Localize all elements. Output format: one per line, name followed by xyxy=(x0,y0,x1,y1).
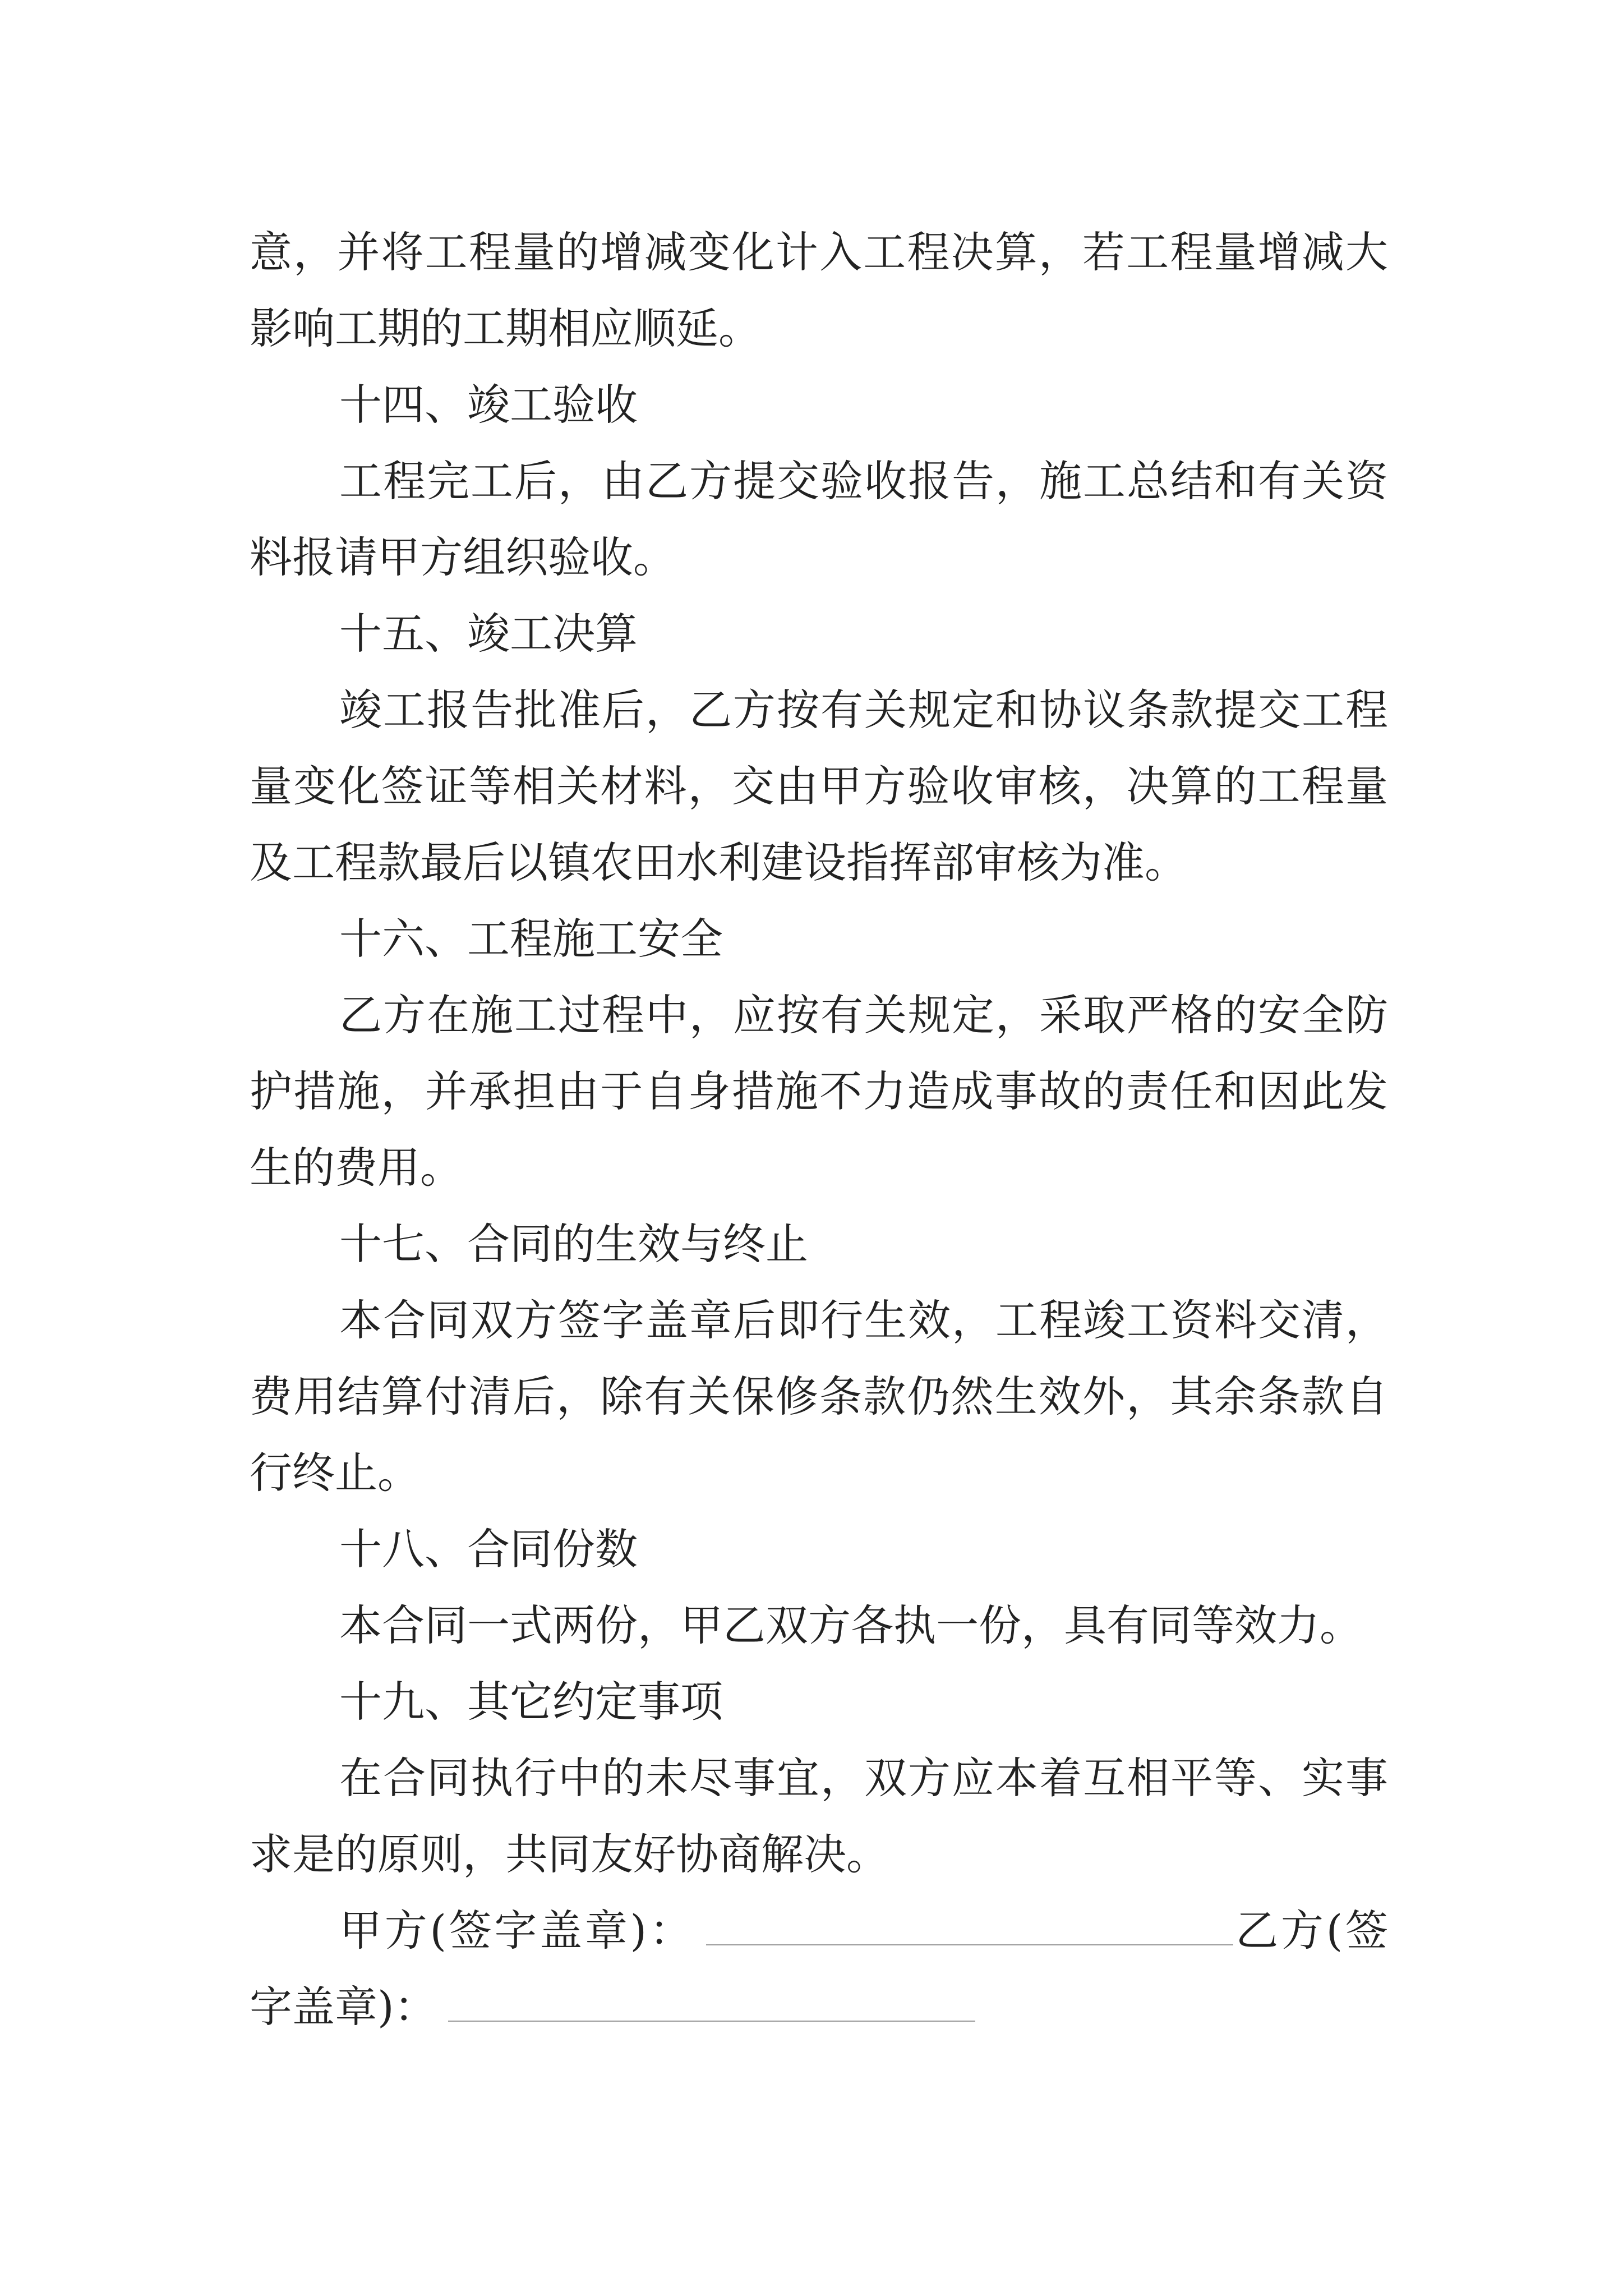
paragraph-continuation: 意，并将工程量的增减变化计入工程决算，若工程量增减大影响工期的工期相应顺延。 xyxy=(250,227,1388,353)
party-b-signature-line[interactable] xyxy=(448,1987,975,2022)
paragraph-settlement: 竣工报告批准后，乙方按有关规定和协议条款提交工程量变化签证等相关材料，交由甲方验收审核，决算的工程量及工程款最后以镇农田水利建设指挥部审核为准。 xyxy=(250,685,1388,887)
signature-block xyxy=(250,1893,1388,2045)
section-heading-15: 十五、竣工决算 xyxy=(339,609,638,659)
section-heading-14: 十四、竣工验收 xyxy=(339,380,638,430)
paragraph-effect-termination: 本合同双方签字盖章后即行生效，工程竣工资料交清，费用结算付清后，除有关保修条款仍然生效外，其余条款自行终止。 xyxy=(250,1295,1388,1498)
section-heading-16: 十六、工程施工安全 xyxy=(339,914,723,964)
section-heading-18: 十八、合同份数 xyxy=(339,1524,638,1574)
section-heading-19: 十九、其它约定事项 xyxy=(339,1677,723,1727)
paragraph-safety: 乙方在施工过程中，应按有关规定，采取严格的安全防护措施，并承担由于自身措施不力造成事故的责任和因此发生的费用。 xyxy=(250,990,1388,1193)
party-a-signature-label: 甲方(签字盖章)： xyxy=(339,1906,695,1955)
section-heading-17: 十七、合同的生效与终止 xyxy=(339,1219,808,1269)
party-a-signature-line[interactable] xyxy=(706,1911,1233,1945)
paragraph-acceptance: 工程完工后，由乙方提交验收报告，施工总结和有关资料报请甲方组织验收。 xyxy=(250,456,1388,582)
party-b-signature-label: 乙方(签字盖章)： xyxy=(250,1906,1388,2032)
paragraph-copies: 本合同一式两份，甲乙双方各执一份，具有同等效力。 xyxy=(339,1600,1362,1650)
paragraph-other-matters: 在合同执行中的未尽事宜，双方应本着互相平等、实事求是的原则，共同友好协商解决。 xyxy=(250,1753,1388,1879)
contract-body xyxy=(250,214,1388,2045)
